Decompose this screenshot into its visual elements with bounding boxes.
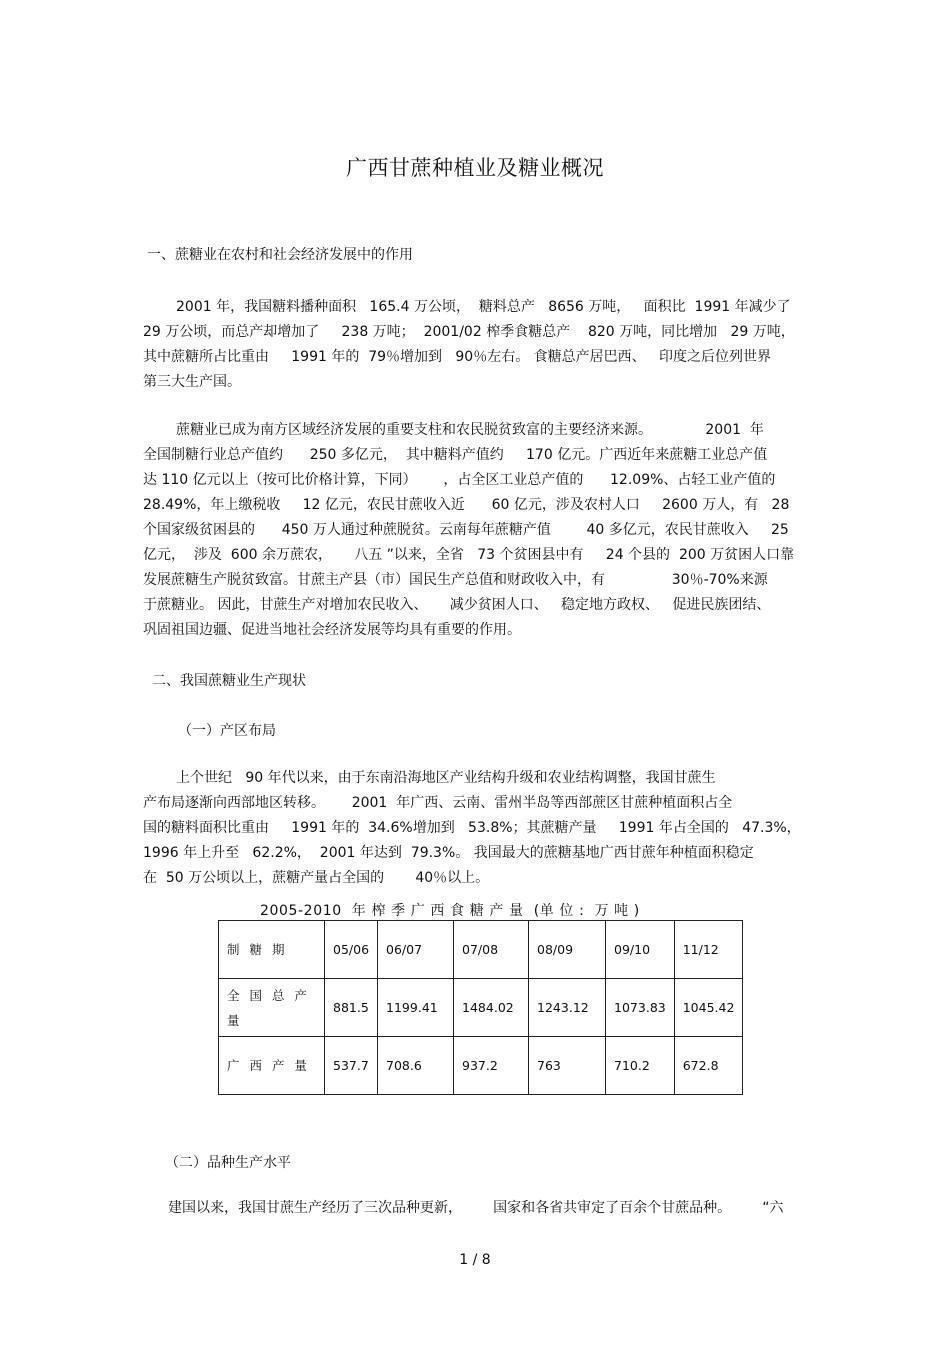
table-cell: 07/08 [454,921,529,979]
paragraph-2-line: 全国制糖行业总产值约 250 多亿元， 其中糖料产值约 170 亿元。广西近年来蔗糖工业总产值 [143,447,768,463]
table-cell: 1199.41 [378,979,454,1037]
table-cell: 08/09 [529,921,606,979]
table-cell: 537.7 [325,1037,378,1095]
table-cell: 881.5 [325,979,378,1037]
paragraph-2 [143,418,794,643]
paragraph-2-line: 达 110 亿元以上（按可比价格计算，下同） ，占全区工业总产值的 12.09%、占轻工业产值的 [143,472,776,488]
paragraph-2-line: 28.49%，年上缴税收 12 亿元，农民甘蔗收入近 60 亿元，涉及农村人口 2600 万人，有 28 [143,497,790,513]
paragraph-3 [143,766,801,891]
subsection-2-heading: （二）品种生产水平 [165,1155,291,1171]
table-cell: 1073.83 [606,979,675,1037]
table-cell: 710.2 [606,1037,675,1095]
page-title: 广西甘蔗种植业及糖业概况 [346,156,604,180]
table-row [219,1037,743,1095]
table-cell: 1484.02 [454,979,529,1037]
table-cell: 05/06 [325,921,378,979]
table-row [219,979,743,1037]
table-cell: 06/07 [378,921,454,979]
table-cell: 1045.42 [674,979,743,1037]
section-1-heading: 一、蔗糖业在农村和社会经济发展中的作用 [147,247,413,263]
table-cell: 09/10 [606,921,675,979]
paragraph-2-line: 亿元， 涉及 600 余万蔗农， 八五 ”以来，全省 73 个贫困县中有 24 个县的 200 万贫困人口靠 [143,547,795,563]
paragraph-2-line: 个国家级贫困县的 450 万人通过种蔗脱贫。云南每年蔗糖产值 40 多亿元，农民甘蔗收入 25 [143,522,789,538]
paragraph-3-line: 在 50 万公顷以上，蔗糖产量占全国的 40％以上。 [143,870,490,886]
subsection-1-heading: （一）产区布局 [178,723,276,739]
paragraph-1-line: 2001 年，我国糖料播种面积 165.4 万公顷， 糖料总产 8656 万吨， 面积比 1991 年减少了 [176,299,791,315]
paragraph-3-line: 1996 年上升至 62.2%， 2001 年达到 79.3%。 我国最大的蔗糖基地广西甘蔗年种植面积稳定 [143,845,754,861]
table-cell: 制 糖 期 [219,921,325,979]
paragraph-2-line: 蔗糖业已成为南方区域经济发展的重要支柱和农民脱贫致富的主要经济来源。 2001 年 [176,422,764,438]
table-cell: 11/12 [674,921,743,979]
table-cell: 广 西 产 量 [219,1037,325,1095]
paragraph-4 [168,1196,784,1221]
table-cell: 672.8 [674,1037,743,1095]
sugar-production-table [218,920,743,1095]
paragraph-1 [143,295,795,395]
paragraph-3-line: 上个世纪 90 年代以来，由于东南沿海地区产业结构升级和农业结构调整，我国甘蔗生 [176,770,716,786]
table-cell: 937.2 [454,1037,529,1095]
paragraph-3-line: 产布局逐渐向西部地区转移。 2001 年广西、云南、雷州半岛等西部蔗区甘蔗种植面积占全 [143,795,733,811]
paragraph-1-line: 其中蔗糖所占比重由 1991 年的 79％增加到 90％左右。 食糖总产居巴西、 印度之后位列世界 [143,349,772,365]
paragraph-2-line: 发展蔗糖生产脱贫致富。甘蔗主产县（市）国民生产总值和财政收入中，有 30％-70%来源 [143,572,768,588]
paragraph-1-line: 29 万公顷，而总产却增加了 238 万吨； 2001/02 榨季食糖总产 820 万吨，同比增加 29 万吨， [143,324,795,340]
paragraph-2-line: 于蔗糖业。 因此，甘蔗生产对增加农民收入、 减少贫困人口、 稳定地方政权、 促进民族团结、 [143,597,771,613]
table-cell: 763 [529,1037,606,1095]
section-2-heading: 二、我国蔗糖业生产现状 [152,673,306,689]
page-number: 1 / 8 [459,1252,491,1268]
table-header-row [219,921,743,979]
table-cell: 全 国 总 产 量 [219,979,325,1037]
paragraph-4-line: 建国以来，我国甘蔗生产经历了三次品种更新， 国家和各省共审定了百余个甘蔗品种。 “六 [168,1200,784,1216]
table-caption: 2005-2010 年 榨 季 广 西 食 糖 产 量 (单 位 : 万 吨 ) [260,903,640,919]
paragraph-3-line: 国的糖料面积比重由 1991 年的 34.6%增加到 53.8%；其蔗糖产量 1991 年占全国的 47.3%， [143,820,801,836]
table-cell: 1243.12 [529,979,606,1037]
paragraph-1-line: 第三大生产国。 [143,374,241,390]
paragraph-2-line: 巩固祖国边疆、促进当地社会经济发展等均具有重要的作用。 [143,622,521,638]
table-cell: 708.6 [378,1037,454,1095]
